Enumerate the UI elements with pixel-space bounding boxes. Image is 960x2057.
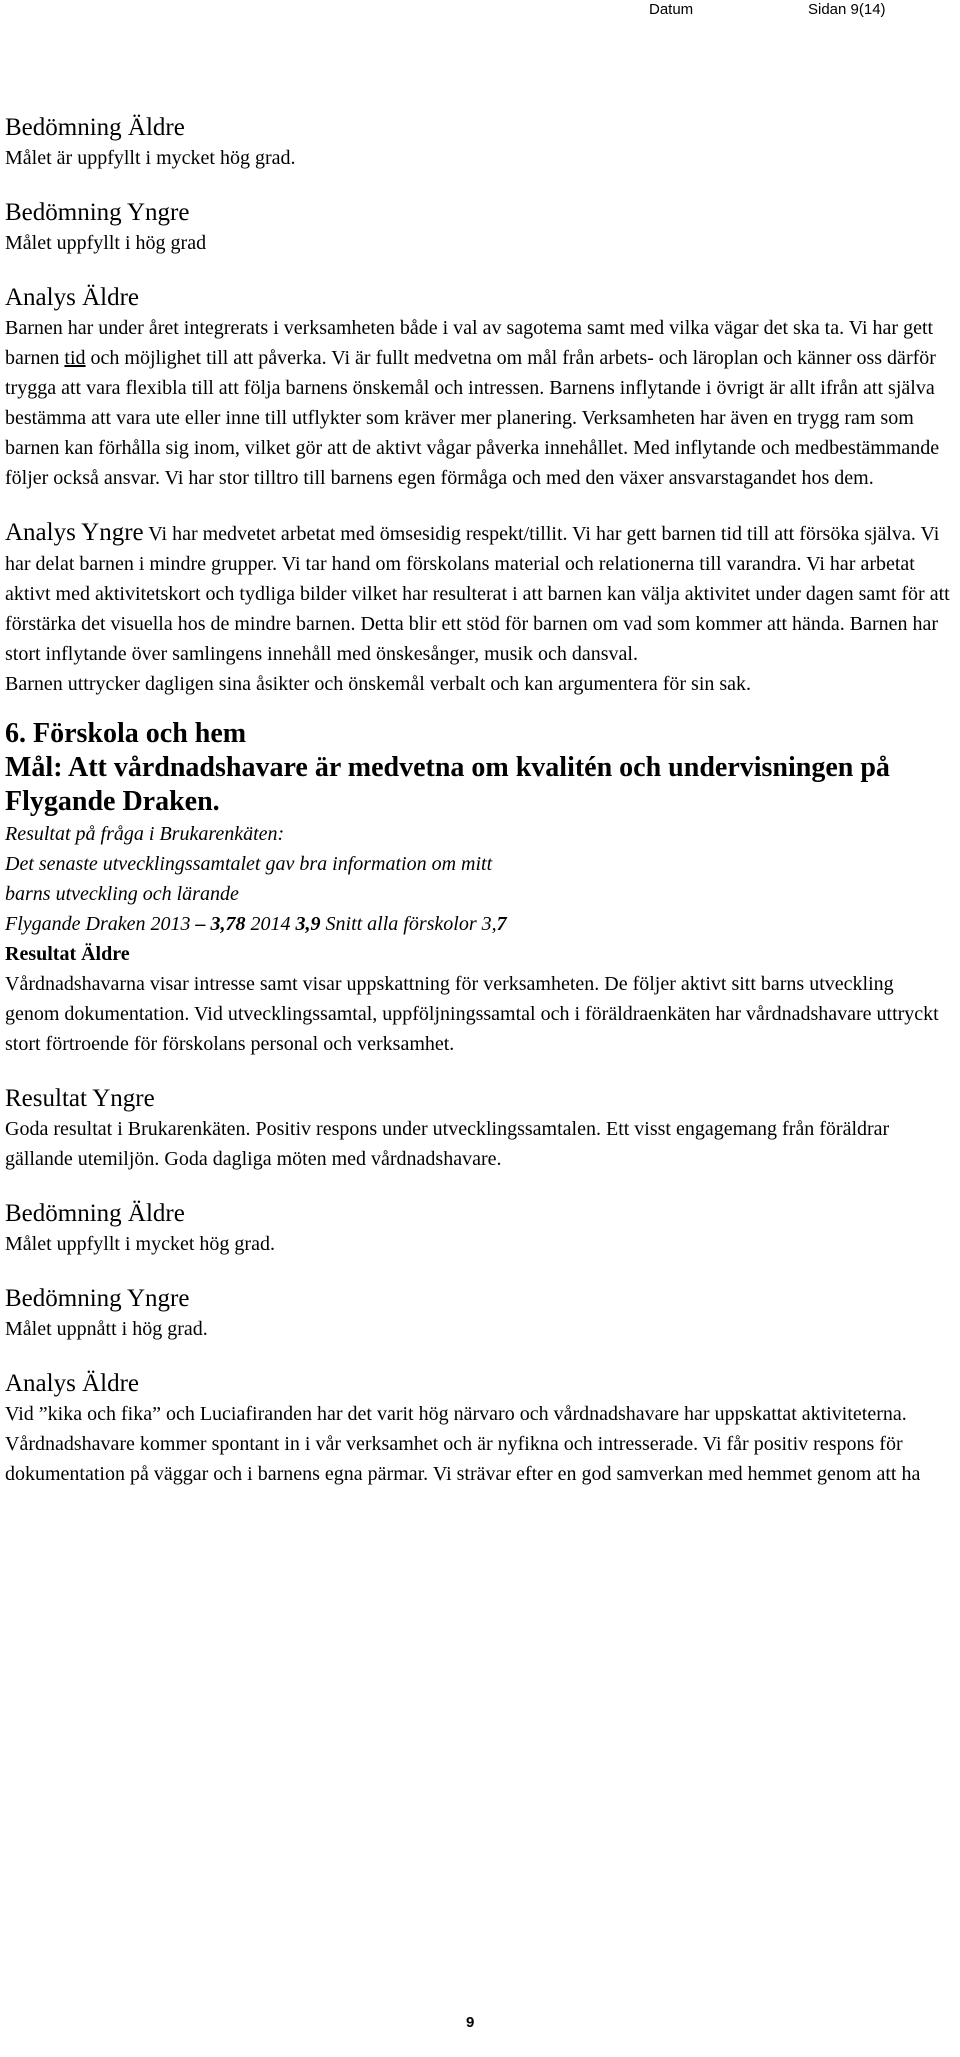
scores-mid: 2014 [245,913,296,935]
section-analys-aldre-2 [5,1369,950,1489]
goal-heading: Mål: Att vårdnadshavare är medvetna om kvalitén och undervisningen på Flygande Draken. [5,752,890,817]
section-analys-yngre [5,518,950,699]
survey-question-line-1: Det senaste utvecklingssamtalet gav bra information om mitt [5,853,493,875]
text-part: och möjlighet till att påverka. Vi är fullt medvetna om mål från arbets- och läroplan och känner oss därför trygga att vara flexibla till att följa barnens önskemål och intressen. Barnens inflytande i övrigt är allt ifrån att själva bestämma att vara ute eller inne till utflykter som kräver mer planering. Verksamheten har även en trygg ram som barnen kan förhålla sig inom, vilket gör att de aktivt vågar påverka innehållet. Med inflytande och medbestämmande följer också ansvar. Vi har stor tilltro till barnens egen förmåga och med den växer ansvarstagandet hos dem. [5,347,940,489]
survey-scores [5,909,950,939]
text-part: Barnen har under året integrerats i verksamheten både i val av sagotema samt med vilka vägar det ska ta. Vi har gett barnen [5,317,934,369]
section-title: Bedömning Äldre [5,114,185,141]
section-title: Bedömning Yngre [5,1285,190,1312]
chapter-heading: 6. Förskola och hem [5,718,247,749]
header-date-label: Datum [649,1,694,18]
section-bedomning-yngre-1 [5,198,950,258]
section-title: Analys Äldre [5,284,139,311]
section-title: Resultat Yngre [5,1085,155,1112]
text-part: Vi har medvetet arbetat med ömsesidig respekt/tillit. Vi har gett barnen tid till att försöka själva. Vi har delat barnen i mindre grupper. Vi tar hand om förskolans material och relationerna till varandra. Vi har arbetat aktivt med aktivitetskort och tydliga bilder vilket har resulterat i att barnen kan välja aktivitet under dagen samt för att förstärka det visuella hos de mindre barnen. Detta blir ett stöd för barnen om vad som kommer att hända. Barnen har stort inflytande över samlingens innehåll med önskesånger, musik och dansval. [5,523,950,665]
section-bedomning-aldre-1 [5,113,950,173]
section-title: Analys Yngre [5,519,144,546]
underlined-word: tid [64,347,86,369]
scores-lead: Flygande Draken 2013 [5,913,196,935]
survey-label: Resultat på fråga i Brukarenkäten: [5,823,285,845]
section-bedomning-yngre-2 [5,1284,950,1344]
section-text: Goda resultat i Brukarenkäten. Positiv respons under utvecklingssamtalen. Ett visst engagemang från föräldrar gällande utemiljön. Goda dagliga möten med vårdnadshavare. [5,1118,890,1170]
section-bedomning-aldre-2 [5,1199,950,1259]
section-title: Bedömning Äldre [5,1200,185,1227]
section-text [5,313,950,493]
scores-tail: Snitt alla förskolor 3, [320,913,497,935]
page-number: 9 [466,2014,475,2031]
document-body [5,113,950,1489]
score-2013: – 3,78 [195,913,246,935]
section-resultat-yngre [5,1084,950,1174]
resultat-aldre-title: Resultat Äldre [5,943,130,965]
section-text: Målet uppfyllt i hög grad [5,232,207,254]
section-text: Vid ”kika och fika” och Luciafiranden har det varit hög närvaro och vårdnadshavare har uppskattat aktiviteterna. Vårdnadshavare kommer spontant in i vår verksamhet och är nyfikna och intresserade. Vi får positiv respons för dokumentation på väggar och i barnens egna pärmar. Vi strävar efter en god samverkan med hemmet genom att ha [5,1403,921,1485]
header-page-label: Sidan 9(14) [808,1,886,18]
section-text: Målet uppfyllt i mycket hög grad. [5,1233,275,1255]
score-average-end: 7 [496,913,507,935]
section-forskola-och-hem [5,717,950,1059]
resultat-aldre-text: Vårdnadshavarna visar intresse samt visar uppskattning för verksamheten. De följer aktivt sitt barns utveckling genom dokumentation. Vid utvecklingssamtal, uppföljningssamtal och i föräldraenkäten har vårdnadshavare uttryckt stort förtroende för förskolans personal och verksamhet. [5,973,939,1055]
page-header [0,0,960,20]
section-title: Analys Äldre [5,1370,139,1397]
section-text: Målet är uppfyllt i mycket hög grad. [5,147,296,169]
section-text: Målet uppnått i hög grad. [5,1318,208,1340]
score-2014: 3,9 [295,913,321,935]
section-title: Bedömning Yngre [5,199,190,226]
section-analys-aldre-1 [5,283,950,493]
section-text [5,518,950,669]
section-text-2: Barnen uttrycker dagligen sina åsikter och önskemål verbalt och kan argumentera för sin sak. [5,673,752,695]
survey-question-line-2: barns utveckling och lärande [5,883,239,905]
